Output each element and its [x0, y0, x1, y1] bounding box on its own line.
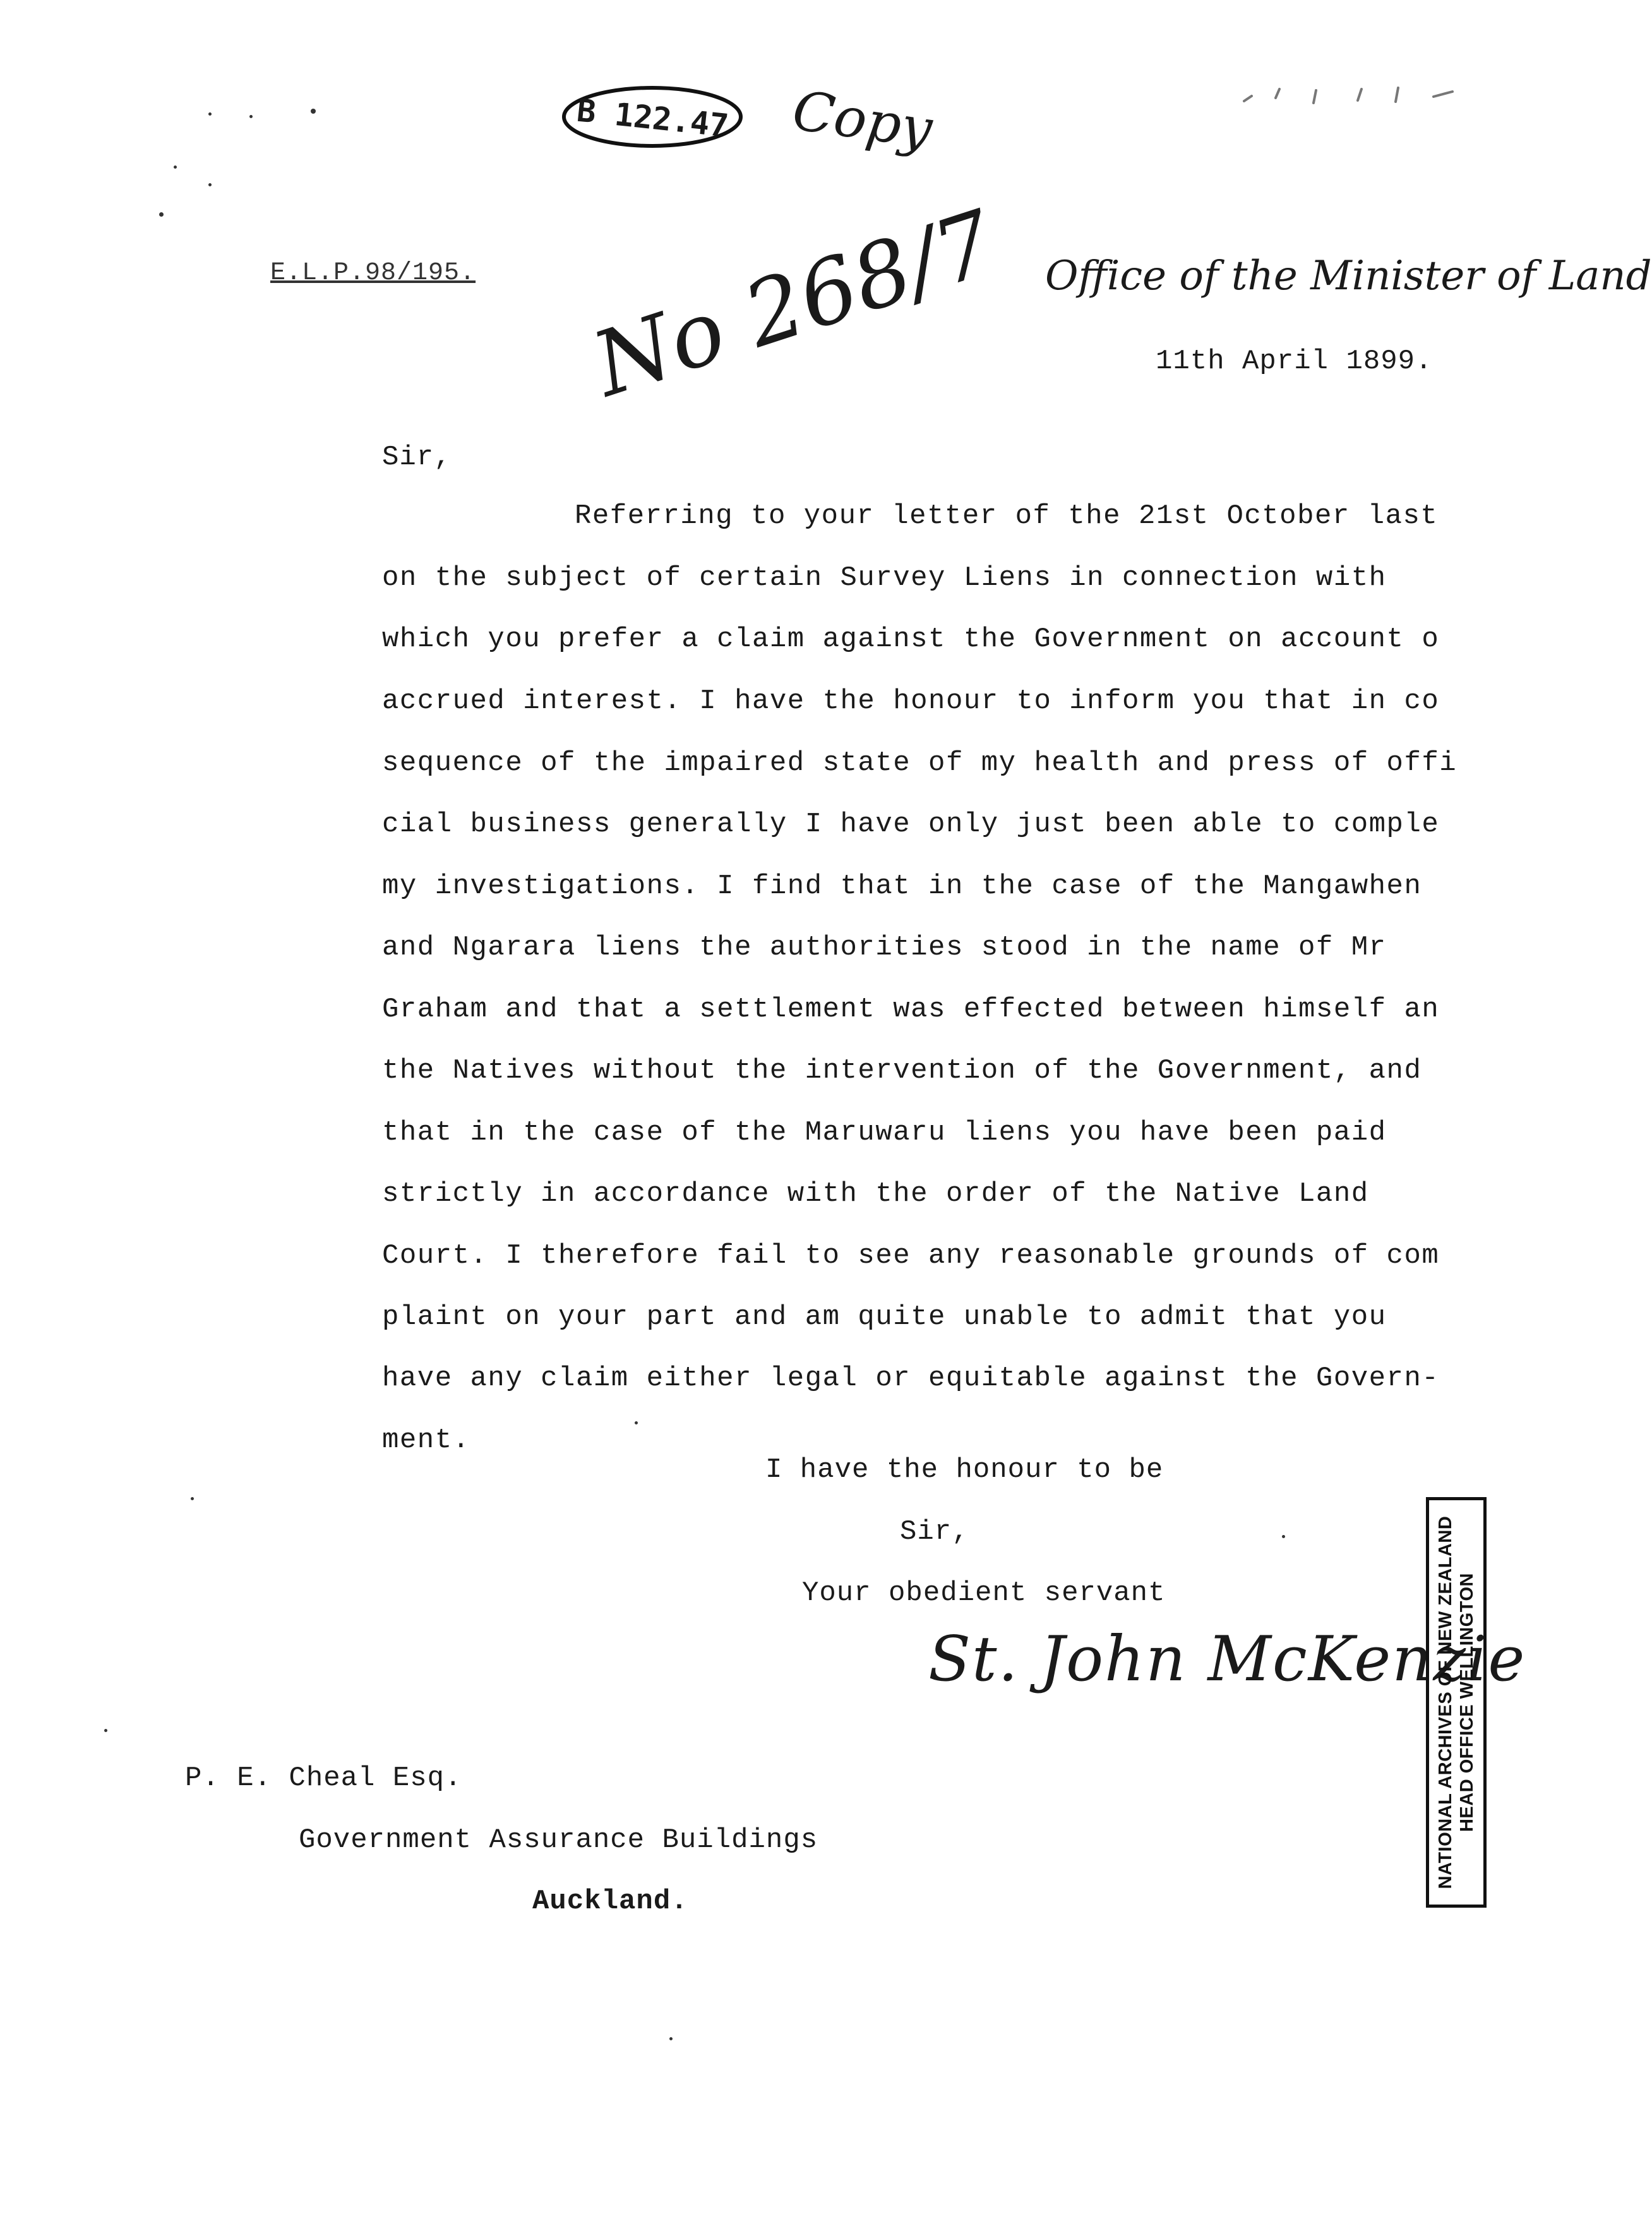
archive-stamp-text: [1435, 1507, 1478, 1898]
closing-line: I have the honour to be: [765, 1454, 1164, 1486]
registry-number: No 268/7: [581, 191, 1007, 418]
closing-servant: Your obedient servant: [802, 1577, 1166, 1609]
office-line: Office of the Minister of Land: [1045, 253, 1652, 299]
archive-stamp-line: HEAD OFFICE WELLINGTON: [1457, 1573, 1477, 1833]
body-line: have any claim either legal or equitable against the Govern-: [382, 1363, 1440, 1394]
archive-stamp-line: NATIONAL ARCHIVES OF NEW ZEALAND: [1435, 1515, 1456, 1889]
speck: [1282, 1535, 1285, 1538]
closing-sir: Sir,: [900, 1516, 969, 1548]
file-ref-text: B 122.47: [575, 92, 731, 145]
body-line: accrued interest. I have the honour to inform you that in co: [382, 685, 1440, 717]
body-line: that in the case of the Maruwaru liens you have been paid: [382, 1117, 1387, 1148]
archive-stamp: [1426, 1497, 1487, 1908]
speck: [208, 183, 212, 186]
speck: [249, 115, 253, 118]
circled-file-reference: [559, 82, 748, 152]
body-line: Graham and that a settlement was effected between himself an: [382, 994, 1440, 1025]
addressee-name: P. E. Cheal Esq.: [185, 1762, 462, 1794]
body-line: cial business generally I have only just been able to comple: [382, 809, 1440, 840]
speck: [174, 166, 177, 169]
speck: [208, 112, 212, 116]
speck: [311, 109, 316, 114]
letter-reference: E.L.P.98/195.: [270, 259, 476, 287]
body-line: strictly in accordance with the order of the Native Land: [382, 1178, 1369, 1210]
faint-marks: [1238, 79, 1478, 111]
body-line: plaint on your part and am quite unable to admit that you: [382, 1301, 1387, 1333]
salutation: Sir,: [382, 442, 452, 473]
letter-date: 11th April 1899.: [1156, 346, 1433, 377]
addressee-building: Government Assurance Buildings: [299, 1824, 818, 1856]
body-line: and Ngarara liens the authorities stood in the name of Mr: [382, 932, 1387, 963]
body-line: the Natives without the intervention of the Government, and: [382, 1055, 1422, 1086]
speck: [669, 2037, 673, 2040]
speck: [104, 1729, 107, 1732]
body-line: my investigations. I find that in the case of the Mangawhen: [382, 870, 1422, 902]
signature: St. John McKenzie: [928, 1623, 1526, 1695]
speck: [635, 1421, 638, 1424]
copy-note: Copy: [789, 79, 937, 161]
body-line: on the subject of certain Survey Liens in connection with: [382, 562, 1387, 594]
body-line: sequence of the impaired state of my health and press of offi: [382, 747, 1457, 779]
body-line: Referring to your letter of the 21st October last: [575, 500, 1439, 532]
speck: [159, 212, 164, 217]
body-line: which you prefer a claim against the Government on account o: [382, 623, 1440, 655]
body-line: ment.: [382, 1424, 470, 1456]
body-line: Court. I therefore fail to see any reasonable grounds of com: [382, 1240, 1440, 1272]
addressee-city: Auckland.: [532, 1886, 688, 1917]
speck: [191, 1497, 194, 1500]
